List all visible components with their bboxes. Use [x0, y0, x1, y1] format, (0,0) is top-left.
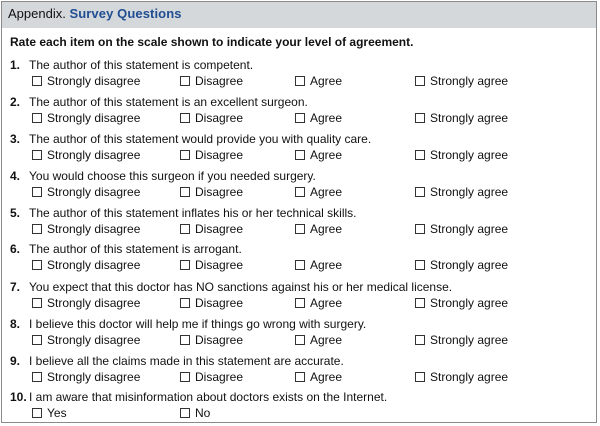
checkbox[interactable] [32, 298, 42, 308]
question-text: The author of this statement is arrogant. [29, 242, 242, 256]
answer-option-label: Agree [310, 185, 343, 199]
answer-option[interactable] [32, 111, 140, 125]
answer-option-label: Yes [47, 406, 67, 420]
answer-option-label: Strongly agree [430, 74, 509, 88]
answer-option[interactable] [180, 148, 243, 162]
answer-option[interactable] [32, 222, 140, 236]
answer-option[interactable] [32, 296, 140, 310]
answer-option-label: Strongly agree [430, 258, 509, 272]
question-line [10, 317, 366, 331]
question-number: 9. [10, 354, 21, 368]
question-line [10, 242, 242, 256]
checkbox[interactable] [180, 408, 190, 418]
survey-appendix-frame [1, 1, 597, 423]
question-text: I believe all the claims made in this statement are accurate. [29, 354, 344, 368]
checkbox[interactable] [415, 76, 425, 86]
checkbox[interactable] [32, 113, 42, 123]
answer-option[interactable] [295, 296, 342, 310]
question-line [10, 58, 253, 72]
survey-question-2 [2, 95, 596, 129]
answer-option[interactable] [415, 222, 508, 236]
answer-option[interactable] [295, 222, 342, 236]
answer-option[interactable] [415, 333, 508, 347]
answer-option[interactable] [295, 185, 342, 199]
checkbox[interactable] [180, 113, 190, 123]
survey-question-8 [2, 317, 596, 351]
question-line [10, 280, 452, 294]
answer-option[interactable] [415, 296, 508, 310]
answer-option-label: Strongly disagree [47, 296, 141, 310]
answer-option-label: Disagree [195, 370, 244, 384]
question-line [10, 206, 357, 220]
checkbox[interactable] [180, 260, 190, 270]
question-number: 3. [10, 132, 21, 146]
question-line [10, 95, 308, 109]
question-text: You expect that this doctor has NO sanctions against his or her medical license. [29, 280, 453, 294]
answer-option[interactable] [180, 333, 243, 347]
question-text: The author of this statement would provide you with quality care. [29, 132, 372, 146]
question-number: 10. [10, 390, 27, 404]
question-text: The author of this statement is competent. [29, 58, 254, 72]
question-number: 8. [10, 317, 21, 331]
checkbox[interactable] [415, 298, 425, 308]
answer-option-label: Strongly disagree [47, 74, 141, 88]
answer-option[interactable] [415, 185, 508, 199]
answer-option-label: Disagree [195, 333, 244, 347]
answer-option-label: Agree [310, 74, 343, 88]
question-text: You would choose this surgeon if you needed surgery. [29, 169, 316, 183]
answer-option-label: Strongly agree [430, 333, 509, 347]
answer-option[interactable] [180, 185, 243, 199]
checkbox[interactable] [415, 113, 425, 123]
answer-option-label: Strongly agree [430, 296, 509, 310]
checkbox[interactable] [415, 224, 425, 234]
answer-option-label: Strongly agree [430, 185, 509, 199]
answer-option[interactable] [415, 148, 508, 162]
checkbox[interactable] [32, 187, 42, 197]
survey-question-9 [2, 354, 596, 388]
answer-option[interactable] [32, 74, 140, 88]
survey-question-3 [2, 132, 596, 166]
answer-option-label: Disagree [195, 74, 244, 88]
answer-option[interactable] [32, 406, 67, 420]
answer-option-label: Disagree [195, 111, 244, 125]
answer-option[interactable] [295, 370, 342, 384]
checkbox[interactable] [180, 76, 190, 86]
checkbox[interactable] [295, 260, 305, 270]
answer-option[interactable] [32, 258, 140, 272]
answer-option-label: Strongly disagree [47, 111, 141, 125]
answer-option-label: No [195, 406, 211, 420]
page-title: Survey Questions [69, 6, 182, 21]
question-line [10, 390, 387, 404]
answer-option[interactable] [295, 74, 342, 88]
answer-option-label: Strongly disagree [47, 222, 141, 236]
answer-option[interactable] [295, 148, 342, 162]
answer-option-label: Disagree [195, 185, 244, 199]
answer-option-label: Agree [310, 222, 343, 236]
checkbox[interactable] [32, 335, 42, 345]
answer-option[interactable] [32, 370, 140, 384]
survey-question-1 [2, 58, 596, 92]
checkbox[interactable] [180, 224, 190, 234]
answer-option[interactable] [32, 185, 140, 199]
checkbox[interactable] [415, 335, 425, 345]
checkbox[interactable] [180, 298, 190, 308]
answer-option-label: Strongly agree [430, 370, 509, 384]
answer-option[interactable] [295, 258, 342, 272]
answer-option[interactable] [415, 74, 508, 88]
answer-option[interactable] [180, 406, 210, 420]
answer-option[interactable] [295, 333, 342, 347]
answer-option[interactable] [180, 258, 243, 272]
checkbox[interactable] [180, 187, 190, 197]
question-text: I am aware that misinformation about doctors exists on the Internet. [29, 390, 388, 404]
survey-question-5 [2, 206, 596, 240]
checkbox[interactable] [180, 150, 190, 160]
answer-option-label: Disagree [195, 258, 244, 272]
survey-question-6 [2, 242, 596, 276]
appendix-header [2, 2, 596, 28]
checkbox[interactable] [415, 187, 425, 197]
question-number: 6. [10, 242, 21, 256]
answer-option-label: Strongly disagree [47, 370, 141, 384]
survey-question-10 [2, 390, 596, 424]
answer-option-label: Disagree [195, 296, 244, 310]
question-line [10, 132, 371, 146]
checkbox[interactable] [32, 224, 42, 234]
checkbox[interactable] [32, 150, 42, 160]
answer-option-label: Strongly agree [430, 111, 509, 125]
answer-option[interactable] [180, 370, 243, 384]
checkbox[interactable] [415, 150, 425, 160]
answer-option-label: Disagree [195, 222, 244, 236]
checkbox[interactable] [415, 372, 425, 382]
answer-option-label: Strongly disagree [47, 258, 141, 272]
answer-option[interactable] [295, 111, 342, 125]
survey-instruction: Rate each item on the scale shown to indicate your level of agreement. [10, 35, 414, 49]
checkbox[interactable] [295, 76, 305, 86]
question-number: 4. [10, 169, 21, 183]
checkbox[interactable] [295, 298, 305, 308]
checkbox[interactable] [180, 372, 190, 382]
question-text: The author of this statement is an excellent surgeon. [29, 95, 308, 109]
answer-option[interactable] [32, 148, 140, 162]
checkbox[interactable] [180, 335, 190, 345]
checkbox[interactable] [295, 335, 305, 345]
survey-question-7 [2, 280, 596, 314]
answer-option[interactable] [180, 74, 243, 88]
checkbox[interactable] [32, 260, 42, 270]
checkbox[interactable] [32, 76, 42, 86]
checkbox[interactable] [295, 150, 305, 160]
answer-option[interactable] [180, 222, 243, 236]
answer-option-label: Strongly agree [430, 148, 509, 162]
question-number: 7. [10, 280, 21, 294]
checkbox[interactable] [295, 224, 305, 234]
answer-option[interactable] [415, 111, 508, 125]
survey-question-4 [2, 169, 596, 203]
answer-option[interactable] [32, 333, 140, 347]
answer-option[interactable] [415, 258, 508, 272]
question-number: 5. [10, 206, 21, 220]
checkbox[interactable] [295, 372, 305, 382]
question-text: I believe this doctor will help me if things go wrong with surgery. [29, 317, 367, 331]
answer-option-label: Agree [310, 111, 343, 125]
appendix-label: Appendix. [8, 6, 66, 21]
checkbox[interactable] [415, 260, 425, 270]
question-line [10, 354, 344, 368]
answer-option-label: Agree [310, 370, 343, 384]
answer-option-label: Strongly disagree [47, 185, 141, 199]
question-number: 1. [10, 58, 21, 72]
checkbox[interactable] [295, 187, 305, 197]
answer-option[interactable] [180, 296, 243, 310]
answer-option[interactable] [180, 111, 243, 125]
answer-option-label: Disagree [195, 148, 244, 162]
answer-option-label: Agree [310, 148, 343, 162]
question-number: 2. [10, 95, 21, 109]
answer-option-label: Agree [310, 333, 343, 347]
answer-option[interactable] [415, 370, 508, 384]
checkbox[interactable] [295, 113, 305, 123]
checkbox[interactable] [32, 408, 42, 418]
checkbox[interactable] [32, 372, 42, 382]
answer-option-label: Strongly disagree [47, 148, 141, 162]
answer-option-label: Agree [310, 296, 343, 310]
answer-option-label: Strongly disagree [47, 333, 141, 347]
question-line [10, 169, 316, 183]
question-text: The author of this statement inflates his or her technical skills. [29, 206, 357, 220]
answer-option-label: Strongly agree [430, 222, 509, 236]
answer-option-label: Agree [310, 258, 343, 272]
